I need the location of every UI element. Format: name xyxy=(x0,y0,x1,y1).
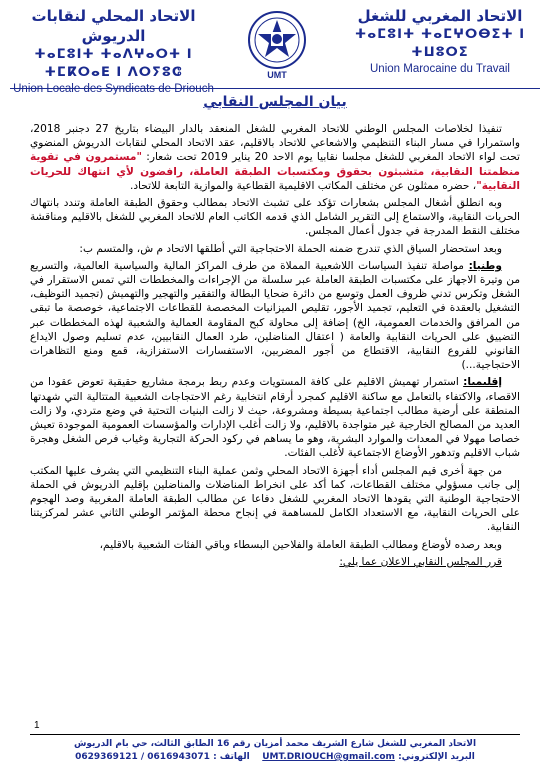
slogan-text: "مستمرون في تقوية منظمتنا النقابية، متشبثون بحقوق ومكتسبات الطبقة العاملة، رافضون لأي انتهاك للحريات النقابية" xyxy=(30,151,520,192)
local-union-name-block xyxy=(6,6,221,97)
union-name-arabic: الاتحاد المغربي للشغل xyxy=(357,7,523,25)
footer-contact xyxy=(30,751,520,764)
footer xyxy=(30,738,520,764)
paragraph-regional xyxy=(30,375,520,460)
union-name-french: Union Marocaine du Travail xyxy=(370,63,510,75)
phone-label: الهاتف : xyxy=(213,752,250,762)
paragraph-national xyxy=(30,259,520,373)
intro-text: تنفيذا لخلاصات المجلس الوطني للاتحاد المغربي للشغل المنعقد بالدار البيضاء بتاريخ 27 دجنبر 2018، واستمرارا في مسار البناء التنظيمي والاشعاعي للاتحاد بالاقليم، عقد الاتحاد المحلي لنقابات الدريوش المنضوي تحت لواء الاتحاد المغربي للشغل مجلسا نقابيا يوم الاحد 20 يناير 2019 تحت شعار: xyxy=(30,123,520,164)
document-body xyxy=(30,122,520,722)
regional-text: استمرار تهميش الاقليم على كافة المستويات وعدم ربط برمجة مشاريع حقيقية تعوض عقودا من الاقصاء، والاكتفاء بالتعامل مع ساكنة الاقليم كمجرد أرقام انتخابية رغم الاحتجاجات الشعبية المتتالية التي شهدتها المنطقة على أرضية مطالب اجتماعية بسيطة ومشروعة، حيث لا زالت البنيات التحتية في وضع متردي، ولا زالت العديد من المصالح الخارجية غير متواجدة بالاقليم، ولا زالت أغلب الإدارات والمؤسسات العمومية الموجودة تعيش خصاصا مهولا في المعدات والموارد البشرية، وهو ما يساهم في ركود الحركة التجارية وغياب فرص الشغل وهجرة شباب الاقليم وتدهور الأوضاع الاجتماعية لأغلب الفئات. xyxy=(30,376,520,460)
paragraph-proceedings: وبه انطلق أشغال المجلس بشعارات تؤكد على تشبث الاتحاد بمطالب وحقوق الطبقة العاملة وتندد بانتهاك الحريات النقابية، والاستماع إلى التقرير الشامل الذي قدمه الكاتب العام للاتحاد المغربي للشغل بالاقليم ومناقشة مختلف النقط المدرجة في جدول أعمال المجلس. xyxy=(30,197,520,238)
paragraph-intro xyxy=(30,122,520,193)
union-name-block xyxy=(340,6,540,77)
union-name-tifinagh: ⵜⴰⵎⵓⵏⵜ ⵜⴰⵎⵖⵔⴱⵉⵜ ⵏ ⵜⵡⵓⵔⵉ xyxy=(354,27,526,60)
regional-label: إقليميا: xyxy=(463,376,502,389)
national-text: مواصلة تنفيذ السياسات اللاشعبية المملاة من طرف المراكز المالية والسياسية العالمية، والتسريع من وتيرة الاجهاز على مكتسبات الطبقة العاملة عبر سلسلة من الإجراءات والمخططات التي تمس الاستقرار في الشغل وتكرس تدني ظروف العمل وتوسع من دائرة ضحايا البطالة والتفقير والتهجير والتهميش (تجميد التوظيف، التشغيل بالعقدة في التعليم، تجميد الأجور، تقليص الميزانيات المخصصة للقطاعات الاجتماعية، خوصصة ما تبقى من المرافق والخدمات العمومية، الخ) إضافة إلى محاولة كبح المقاومة العمالية والشعبية لهذه المخططات عبر التضييق على الحريات النقابية والعامة ( اعتقال المناضلين، طرد العمال النقابيين، عدم تسليم وصول الايداع القانوني للفروع النقابية، الاقتطاع من أجور المضربين، الاستفسارات الاستفزازية، قمع ومنع التظاهرات الاحتجاجية...) xyxy=(30,259,520,372)
local-union-name-tifinagh: ⵜⴰⵎⵓⵏⵜ ⵜⴰⴷⵖⴰⵔⵜ ⵏ ⵜⵎⴽⵔⴰⴹ ⵏ ⴷⵔⵢⵓⵛ xyxy=(34,47,193,80)
letterhead xyxy=(0,0,550,95)
header-divider xyxy=(10,88,540,89)
paragraph-decision: قرر المجلس النقابي الاعلان عما يلي: xyxy=(339,555,502,568)
footer-address: الاتحاد المغربي للشغل شارع الشريف محمد أمزيان رقم 16 الطابق الثالث، حي بام الدريوش xyxy=(73,739,477,749)
intro-text-end: ، حضره ممثلون عن مختلف المكاتب الاقليمية القطاعية والموازية التابعة للاتحاد. xyxy=(129,179,477,192)
local-union-name-arabic: الاتحاد المحلي لنقابات الدريوش xyxy=(31,7,196,45)
phone-numbers: 0629369121 / 0616943071 xyxy=(75,752,210,762)
paragraph-context: وبعد استحضار السياق الذي تندرج ضمنه الحملة الاحتجاجية التي أطلقها الاتحاد م ش، والمتسم ب: xyxy=(79,242,502,255)
document-title: بيان المجلس النقابي xyxy=(203,94,347,110)
footer-divider xyxy=(30,734,520,735)
paragraph-monitoring: وبعد رصده لأوضاع ومطالب الطبقة العاملة والفلاحين البسطاء وباقي الفئات الشعبية بالاقليم، xyxy=(99,538,502,551)
national-label: وطنيا: xyxy=(468,259,502,272)
svg-text:UMT: UMT xyxy=(267,70,287,80)
email-link[interactable]: UMT.DRIOUCH@gmail.com xyxy=(262,752,395,762)
email-label: البريد الإلكتروني: xyxy=(398,752,475,762)
paragraph-assessment: من جهة أخرى قيم المجلس أداء أجهزة الاتحاد المحلي وثمن عملية البناء التنظيمي التي يشرف عليها المكتب إلى جانب مسؤولي مختلف القطاعات، كما أكد على انخراط المناضلات والمناضلين بإقليم الدريوش في الحملة الاحتجاجية الوطنية التي يقودها الاتحاد المغربي للشغل دفاعا عن مطالب الطبقة العاملة المغربية وصد الهجوم على الحريات النقابية، مع الاستعداد الكامل للمساهمة في إنجاح محطة المؤتمر الوطني الثاني عشر لمركزيتنا النقابية. xyxy=(30,464,520,534)
umt-logo xyxy=(247,6,307,82)
local-union-name-french: Union Locale des Syndicats de Driouch xyxy=(13,83,214,95)
page-number: 1 xyxy=(34,720,40,731)
